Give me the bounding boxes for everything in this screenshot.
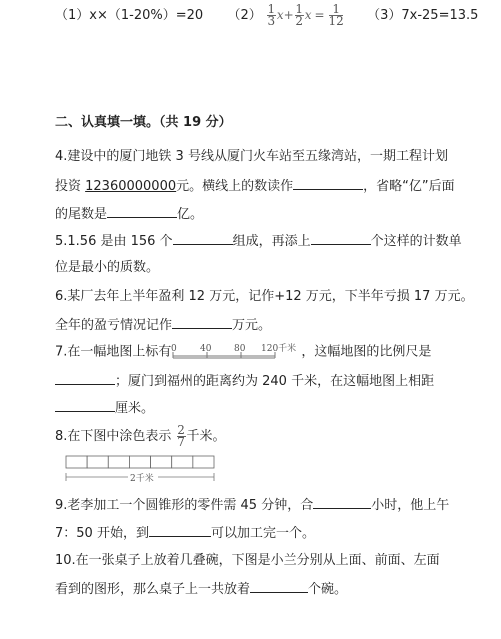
bar-segment[interactable] bbox=[193, 456, 214, 468]
section-title: 二、认真填一填。（共 19 分） bbox=[55, 115, 232, 130]
answer-blank[interactable] bbox=[55, 399, 115, 412]
fraction-one-third: $\frac{1}{3}$ bbox=[267, 2, 276, 28]
bar-segment[interactable] bbox=[151, 456, 172, 468]
scale-label-120: 120千米 bbox=[261, 344, 297, 354]
q7-line1: 7.在一幅地图上标有 0 40 80 120千米 ，这幅地图的比例尺是 bbox=[55, 344, 432, 360]
equation-2-label: （2） bbox=[227, 8, 262, 23]
q6-line1: 6.某厂去年上半年盈利 12 万元，记作+12 万元，下半年亏损 17 万元。 bbox=[55, 289, 474, 304]
answer-blank[interactable] bbox=[107, 205, 177, 218]
var-x: x bbox=[304, 8, 312, 22]
answer-blank[interactable] bbox=[311, 232, 371, 245]
q10-line1: 10.在一张桌子上放着几叠碗，下图是小兰分别从上面、前面、左面 bbox=[55, 553, 440, 568]
q9-line2: 7：50 开始，到 可以加工完一个。 bbox=[55, 526, 315, 541]
answer-blank[interactable] bbox=[55, 372, 115, 385]
var-x: x bbox=[276, 8, 284, 22]
q6-line2: 全年的盈亏情况记作 万元。 bbox=[55, 318, 272, 333]
answer-blank[interactable] bbox=[250, 580, 308, 593]
equation-row: （1）x×（1-20%）=20 （2） $\frac{1}{3}$ x+ $\frac{1}{2}$ x = $\frac{1}{12}$ （3）7x-25=13.5 bbox=[55, 2, 479, 28]
segment-bar-diagram bbox=[62, 452, 222, 484]
scale-label-0: 0 bbox=[171, 344, 178, 354]
equation-1: （1）x×（1-20%）=20 bbox=[55, 8, 204, 23]
fraction-two-sevenths: $\frac{2}{7}$ bbox=[177, 423, 185, 449]
answer-blank[interactable] bbox=[172, 316, 232, 329]
q5-line1: 5.1.56 是由 156 个 组成，再添上 个这样的计数单 bbox=[55, 234, 462, 249]
q4-line1: 4.建设中的厦门地铁 3 号线从厦门火车站至五缘湾站，一期工程计划 bbox=[55, 149, 448, 164]
bar-segment[interactable] bbox=[87, 456, 108, 468]
q5-line2: 位是最小的质数。 bbox=[55, 260, 160, 275]
answer-blank[interactable] bbox=[293, 177, 363, 190]
answer-blank[interactable] bbox=[173, 232, 233, 245]
answer-blank[interactable] bbox=[149, 524, 211, 537]
fraction-one-twelfth: $\frac{1}{12}$ bbox=[328, 2, 344, 28]
map-scale-bar bbox=[171, 343, 301, 361]
q9-line1: 9.老李加工一个圆锥形的零件需 45 分钟，合 小时，他上午 bbox=[55, 498, 450, 513]
scale-label-40: 40 bbox=[200, 344, 212, 354]
bar-length-label: 2千米 bbox=[130, 474, 154, 484]
answer-blank[interactable] bbox=[313, 496, 371, 509]
bar-segment[interactable] bbox=[129, 456, 150, 468]
bar-segment[interactable] bbox=[172, 456, 193, 468]
q4-line2: 投资 12360000000元。横线上的数读作 ，省略“亿”后面 bbox=[55, 179, 455, 194]
bar-segment[interactable] bbox=[108, 456, 129, 468]
fraction-one-half: $\frac{1}{2}$ bbox=[295, 2, 304, 28]
q10-line2: 看到的图形，那么桌子上一共放着 个碗。 bbox=[55, 582, 348, 597]
investment-number: 12360000000 bbox=[85, 179, 177, 194]
q7-line2: ；厦门到福州的距离约为 240 千米，在这幅地图上相距 bbox=[55, 372, 434, 390]
q8-line1: 8.在下图中涂色表示 $\frac{2}{7}$ 千米。 bbox=[55, 423, 226, 449]
q7-line3: 厘米。 bbox=[55, 399, 154, 417]
bar-segment[interactable] bbox=[66, 456, 87, 468]
equation-3: （3）7x-25=13.5 bbox=[367, 8, 479, 23]
q4-line3: 的尾数是 亿。 bbox=[55, 207, 204, 222]
scale-label-80: 80 bbox=[234, 344, 246, 354]
